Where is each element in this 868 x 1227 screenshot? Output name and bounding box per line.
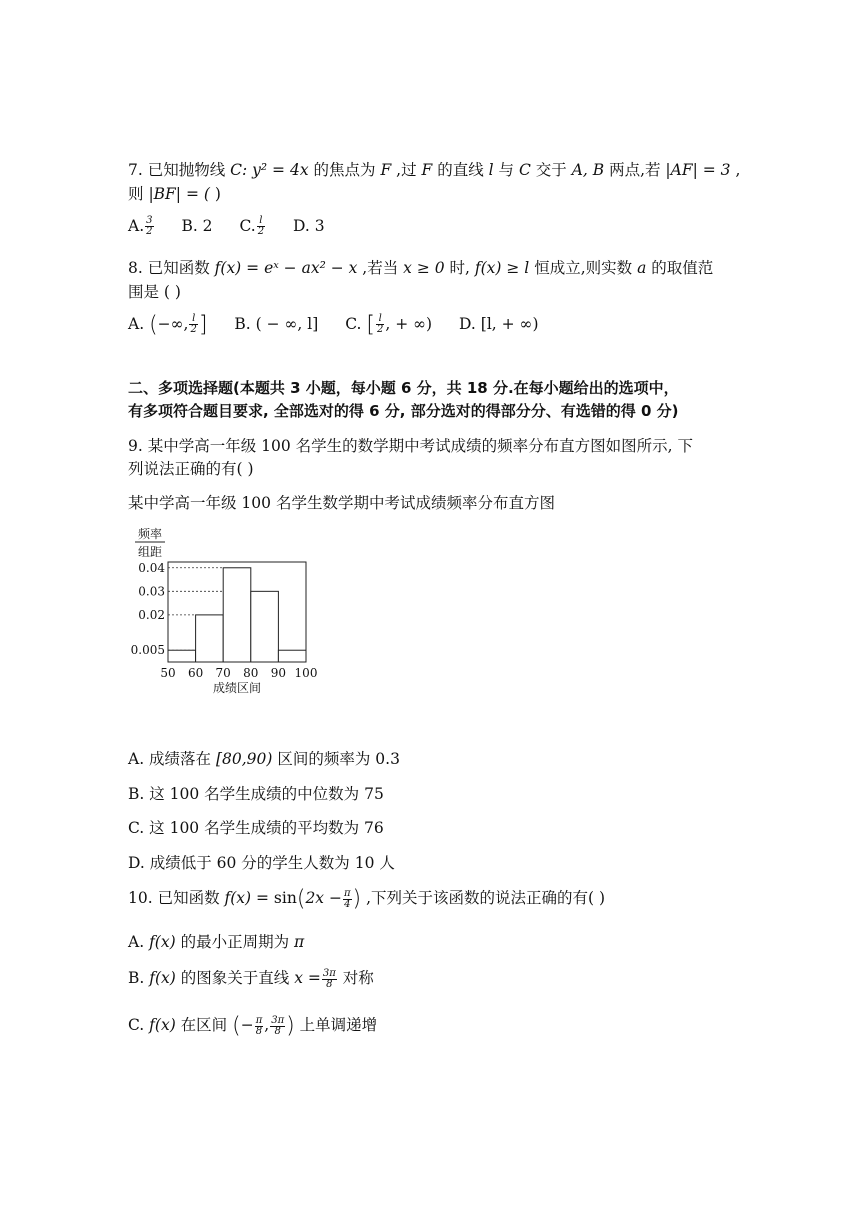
histogram-bar	[251, 591, 279, 662]
q8-option-d: D. [l, + ∞)	[459, 314, 539, 333]
q9-text: A. 成绩落在	[128, 750, 216, 768]
q10-pi: π	[294, 933, 305, 951]
q7-text: 则	[128, 185, 149, 203]
denominator: 2	[377, 324, 384, 335]
q7-text: 与	[493, 161, 519, 179]
q8-stem-line-1	[128, 256, 713, 278]
q7-text: ,过	[391, 161, 422, 179]
histogram-bar	[196, 615, 224, 662]
q7-curve-var: C	[518, 161, 531, 179]
q10-text: 的图象关于直线	[175, 969, 295, 987]
denominator: 2	[190, 324, 197, 335]
q10-option-b-fraction	[322, 969, 337, 990]
right-bracket: ]	[198, 312, 208, 337]
q10-option-c	[128, 1013, 377, 1039]
histogram-bar	[168, 650, 196, 662]
q7-text: 的焦点为	[308, 161, 381, 179]
q10-fx: f(x)	[224, 889, 252, 907]
q10-text: 的最小正周期为	[175, 933, 294, 951]
q7-option-c	[239, 217, 266, 235]
q9-text: 区间的频率为 0.3	[272, 750, 400, 768]
histogram-bar	[278, 650, 306, 662]
numerator: π	[343, 887, 351, 899]
denominator: 2	[146, 226, 153, 237]
denominator: 8	[326, 978, 333, 990]
q8-text: 8. 已知函数	[128, 259, 215, 277]
section-2-heading-line-2: 有多项符合题目要求, 全部选对的得 6 分, 部分选对的得部分分、有选错的得 0 分)	[128, 402, 679, 420]
q8-option-c	[345, 312, 433, 337]
x-tick-label: 90	[270, 666, 287, 680]
q10-text: 10. 已知函数	[128, 889, 225, 907]
q10-text: 对称	[337, 969, 374, 987]
numerator: l	[257, 216, 265, 227]
q7-option-d: D. 3	[293, 216, 325, 235]
q10-option-c-fraction-2	[270, 1016, 285, 1037]
q10-text: B.	[128, 969, 150, 987]
q10-fx: f(x)	[149, 933, 176, 951]
numerator: 3	[146, 215, 153, 226]
numerator: π	[255, 1014, 263, 1026]
y-axis-label-bottom: 组距	[137, 545, 163, 559]
denominator: 4	[344, 898, 351, 910]
q10-text: = sin	[251, 889, 297, 907]
interval-left: −∞,	[157, 314, 189, 333]
histogram-bar	[223, 568, 251, 662]
numerator: l	[189, 314, 197, 325]
q7-text: 两点,若	[604, 161, 666, 179]
q7-stem-line-1	[128, 158, 740, 180]
option-label: A.	[128, 216, 145, 235]
q7-focus: F	[421, 161, 433, 179]
q7-text: )	[209, 185, 221, 203]
q10-option-c-fraction-1	[255, 1016, 264, 1037]
left-paren: (	[149, 312, 158, 337]
q7-option-c-fraction	[257, 216, 265, 237]
q8-stem-line-2: 围是 ( )	[128, 283, 181, 301]
left-bracket: [	[366, 312, 375, 337]
minus-sign: −	[240, 1016, 254, 1034]
q7-text: 交于	[530, 161, 572, 179]
q8-option-c-fraction	[376, 314, 384, 335]
q10-fx: f(x)	[149, 969, 176, 987]
q8-options	[128, 312, 561, 337]
q9-option-c: C. 这 100 名学生成绩的平均数为 76	[128, 819, 384, 837]
denominator: 2	[257, 226, 265, 237]
q7-parabola: C: y² = 4x	[230, 161, 309, 179]
x-tick-label: 100	[294, 666, 318, 680]
numerator: l	[376, 314, 384, 325]
x-tick-label: 60	[187, 666, 204, 680]
q10-option-a	[128, 930, 304, 952]
right-paren: )	[286, 1013, 295, 1039]
q10-text: 在区间	[175, 1016, 233, 1034]
q10-text: =	[302, 969, 321, 987]
q8-condition: x ≥ 0	[403, 259, 445, 277]
y-axis-label-top: 频率	[137, 527, 163, 541]
q7-option-a	[128, 217, 155, 235]
q7-text: 的直线	[432, 161, 489, 179]
q7-bf: |BF| = (	[148, 185, 210, 203]
q10-text: 上单调递增	[294, 1016, 378, 1034]
q10-text: C.	[128, 1016, 150, 1034]
q8-inequality: f(x) ≥ l	[474, 259, 530, 277]
y-tick-label: 0.03	[138, 584, 165, 599]
x-axis-label: 成绩区间	[212, 681, 262, 695]
left-paren: (	[232, 1013, 241, 1039]
interval-right: , + ∞)	[385, 314, 433, 333]
q7-stem-line-2	[128, 182, 221, 204]
q7-points: A, B	[571, 161, 605, 179]
q9-option-a	[128, 747, 400, 769]
q10-text: ,下列关于该函数的说法正确的有( )	[361, 889, 606, 907]
q7-option-b: B. 2	[181, 216, 213, 235]
y-tick-label: 0.02	[138, 607, 165, 622]
q9-interval: [80,90)	[215, 750, 273, 768]
q7-focus: F	[380, 161, 392, 179]
denominator: 8	[255, 1025, 263, 1037]
left-paren: (	[296, 886, 306, 912]
q9-stem-line-1: 9. 某中学高一年级 100 名学生的数学期中考试成绩的频率分布直方图如图所示, 下	[128, 437, 694, 455]
q8-option-a	[128, 312, 208, 337]
option-label: A.	[128, 314, 145, 333]
q7-text: 7. 已知抛物线	[128, 161, 231, 179]
option-label: C.	[345, 314, 362, 333]
comma: ,	[264, 1016, 270, 1034]
numerator: 3π	[271, 1014, 285, 1026]
q7-option-a-fraction	[145, 216, 153, 237]
q10-option-b	[128, 966, 374, 990]
q8-text: 时,	[444, 259, 475, 277]
q10-stem	[128, 886, 605, 912]
numerator: 3π	[322, 967, 336, 979]
denominator: 8	[274, 1025, 281, 1037]
q9-stem-line-2: 列说法正确的有( )	[128, 460, 254, 478]
right-paren: )	[352, 886, 362, 912]
frequency-histogram	[118, 522, 318, 700]
y-tick-label: 0.005	[130, 643, 165, 658]
q7-options	[128, 216, 347, 237]
q8-option-b: B. ( − ∞, l]	[234, 314, 319, 333]
q8-text: 的取值范	[646, 259, 714, 277]
q9-option-b: B. 这 100 名学生成绩的中位数为 75	[128, 785, 384, 803]
q10-fx: f(x)	[149, 1016, 176, 1034]
q7-text: ,	[730, 161, 741, 179]
y-tick-label: 0.04	[138, 560, 165, 575]
q8-option-a-fraction	[189, 314, 197, 335]
x-tick-label: 50	[160, 666, 176, 680]
q10-x: x	[294, 969, 303, 987]
q10-text: A.	[128, 933, 150, 951]
x-tick-label: 70	[215, 666, 231, 680]
q10-inner: 2x −	[305, 889, 342, 907]
q9-option-d: D. 成绩低于 60 分的学生人数为 10 人	[128, 854, 395, 872]
q7-line-var: l	[488, 161, 494, 179]
q8-var-a: a	[637, 259, 647, 277]
q8-text: ,若当	[357, 259, 404, 277]
q10-fraction	[343, 889, 352, 910]
q9-chart-caption: 某中学高一年级 100 名学生数学期中考试成绩频率分布直方图	[128, 494, 555, 512]
section-2-heading-line-1: 二、多项选择题(本题共 3 小题，每小题 6 分，共 18 分.在每小题给出的选项中，	[128, 379, 679, 397]
q8-text: 恒成立,则实数	[529, 259, 638, 277]
q8-function: f(x) = eˣ − ax² − x	[214, 259, 358, 277]
q7-af: |AF| = 3	[665, 161, 731, 179]
x-tick-label: 80	[243, 666, 259, 680]
option-label: C.	[239, 216, 256, 235]
